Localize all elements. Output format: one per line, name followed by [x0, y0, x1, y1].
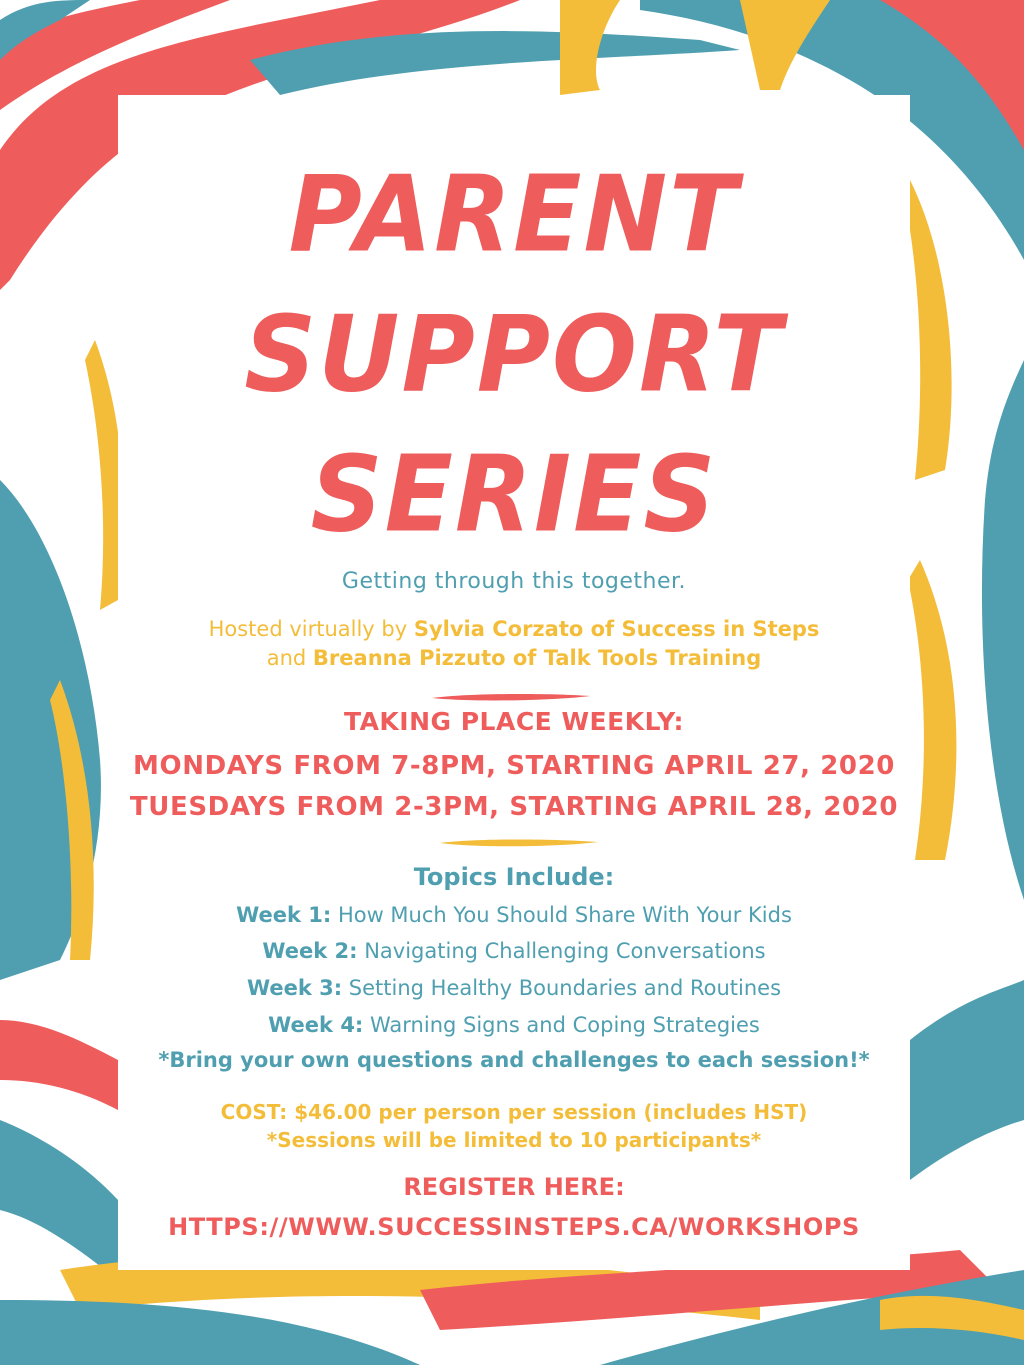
yellow-brush-divider [438, 837, 600, 849]
topic-week-label: Week 2: [262, 939, 358, 963]
teal-stroke-bottom [0, 1300, 420, 1365]
schedule-heading: TAKING PLACE WEEKLY: [343, 707, 685, 736]
hosted-joiner: and [266, 646, 313, 670]
teal-stroke-right [982, 360, 1024, 900]
cost-line: COST: $46.00 per person per session (includes HST) [220, 1100, 808, 1124]
bring-questions-note: *Bring your own questions and challenges to each session!* [158, 1048, 870, 1072]
coral-stroke-left [0, 1020, 118, 1110]
topic-week-2 [118, 939, 910, 963]
register-heading: REGISTER HERE: [403, 1173, 625, 1201]
topic-week-text: Warning Signs and Coping Strategies [363, 1013, 760, 1037]
yellow-stroke-right-2 [908, 560, 956, 860]
topic-week-label: Week 4: [268, 1013, 364, 1037]
host-2: Breanna Pizzuto of Talk Tools Training [312, 646, 762, 670]
topic-week-label: Week 1: [236, 903, 332, 927]
schedule-line-mondays: MONDAYS FROM 7-8PM, STARTING APRIL 27, 2020 [133, 751, 895, 781]
topic-week-3 [118, 976, 910, 1000]
teal-stroke-right-lower [910, 980, 1024, 1180]
participant-limit: *Sessions will be limited to 10 participants* [266, 1128, 762, 1152]
poster-panel [118, 95, 910, 1270]
topics-heading: Topics Include: [413, 863, 615, 891]
topic-week-text: Navigating Challenging Conversations [357, 939, 766, 963]
hosted-by [118, 615, 910, 673]
register-url: HTTPS://WWW.SUCCESSINSTEPS.CA/WORKSHOPS [168, 1213, 860, 1241]
yellow-stroke-right [905, 180, 952, 480]
host-1: Sylvia Corzato of Success in Steps [413, 617, 820, 641]
cost-info [118, 1098, 910, 1154]
hosted-prefix: Hosted virtually by [208, 617, 414, 641]
coral-brush-divider [430, 691, 592, 703]
topic-week-text: Setting Healthy Boundaries and Routines [342, 976, 782, 1000]
title-line-1: PARENT [288, 153, 740, 276]
tagline: Getting through this together. [341, 569, 687, 594]
title-line-3: SERIES [310, 433, 718, 556]
teal-stroke-left-lower [0, 1120, 118, 1280]
title-line-2: SUPPORT [244, 293, 784, 416]
topic-week-label: Week 3: [246, 976, 343, 1000]
topic-week-text: How Much You Should Share With Your Kids [331, 903, 792, 927]
topic-week-1 [118, 903, 910, 927]
topic-week-4 [118, 1013, 910, 1037]
schedule-line-tuesdays: TUESDAYS FROM 2-3PM, STARTING APRIL 28, 2020 [129, 792, 899, 822]
